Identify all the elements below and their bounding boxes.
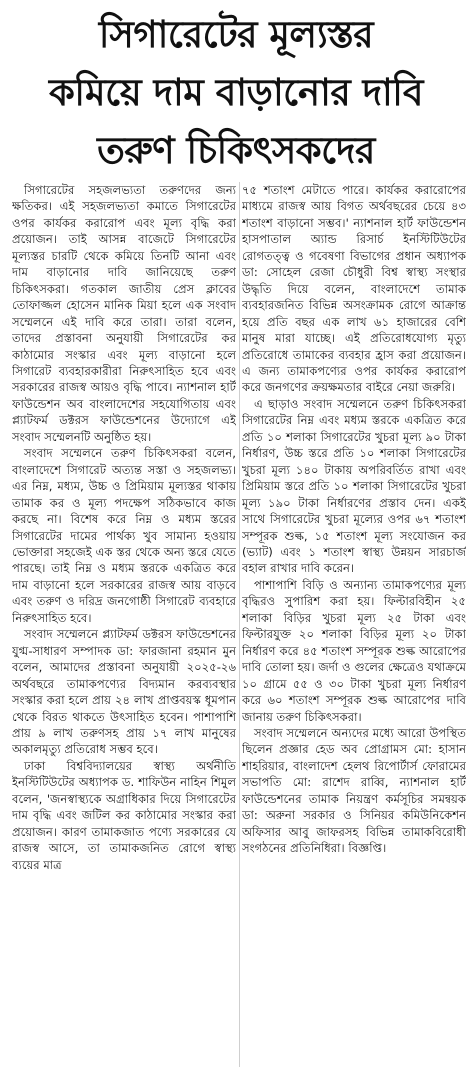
- right-column: [242, 182, 466, 1067]
- headline-line-2: কমিয়ে দাম বাড়ানোর দাবি: [49, 71, 423, 114]
- paragraph: সংবাদ সম্মেলনে অন্যদের মধ্যে আরো উপস্থিত ছিলেন প্রজ্ঞার হেড অব প্রোগ্রামস মো: হাসান শাহরিয়ার, বাংলাদেশ হেলথ রিপোর্টার্স ফোরামের সভাপতি মো: রাশেদ রাব্বি, ন্যাশনাল হার্ট ফাউন্ডেশনের তামাক নিয়ন্ত্রণ কর্মসূচির সমন্বয়ক ডা: অরুনা সরকার ও সিনিয়র কমিউনিকেশন অফিসার আবু জাফরসহ বিভিন্ন তামাকবিরোধী সংগঠনের প্রতিনিধিরা। বিজ্ঞপ্তি।: [242, 725, 466, 856]
- article-body: [12, 182, 466, 1067]
- paragraph: ঢাকা বিশ্ববিদ্যালয়ের স্বাস্থ্য অর্থনীতি ইনস্টিটিউটের অধ্যাপক ড. শাফিউন নাহিন শিমুল বলেন, 'জনস্বাস্থ্যকে অগ্রাধিকার দিয়ে সিগারেটের দাম বৃদ্ধি এবং জটিল কর কাঠামোর সংস্কার করা প্রয়োজন। কারণ তামাকজাত পণ্যে সরকারের যে রাজস্ব আসে, তা তামাকজনিত রোগে স্বাস্থ্য ব্যয়ের মাত্র: [12, 758, 236, 872]
- paragraph: ৭৫ শতাংশ মেটাতে পারে। কার্যকর করারোপের মাধ্যমে রাজস্ব আয় বিগত অর্থবছরের চেয়ে ৪৩ শতাংশ বাড়ানো সম্ভব।' ন্যাশনাল হার্ট ফাউন্ডেশন হাসপাতাল অ্যান্ড রিসার্চ ইনস্টিটিউটের রোগতত্ত্ব ও গবেষণা বিভাগের প্রধান অধ্যাপক ডা: সোহেল রেজা চৌধুরী বিশ্ব স্বাস্থ্য সংস্থার উদ্ধৃতি দিয়ে বলেন, বাংলাদেশে তামাক ব্যবহারজনিত বিভিন্ন অসংক্রামক রোগে আক্রান্ত হয়ে প্রতি বছর এক লাখ ৬১ হাজারের বেশি মানুষ মারা যাচ্ছে। এই প্রতিরোধযোগ্য মৃত্যু প্রতিরোধে তামাকের ব্যবহার হ্রাস করা প্রয়োজন। এ জন্য তামাকপণ্যের ওপর কার্যকর করারোপ করে জনগণের ক্রয়ক্ষমতার বাইরে নেয়া জরুরি।: [242, 183, 466, 395]
- paragraph: এ ছাড়াও সংবাদ সম্মেলনে তরুণ চিকিৎসকরা সিগারেটের নিম্ন এবং মধ্যম স্তরকে একত্রিত করে প্রতি ১০ শলাকা সিগারেটের খুচরা মূল্য ৯০ টাকা নির্ধারণ, উচ্চ স্তরে প্রতি ১০ শলাকা সিগারেটের খুচরা মূল্য ১৪০ টাকায় অপরিবর্তিত রাখা এবং প্রিমিয়াম স্তরে প্রতি ১০ শলাকা সিগারেটের খুচরা মূল্য ১৯০ টাকা নির্ধারণের প্রস্তাব দেন। একই সাথে সিগারেটের খুচরা মূল্যের ওপর ৬৭ শতাংশ সম্পূরক শুল্ক, ১৫ শতাংশ মূল্য সংযোজন কর (ভ্যাট) এবং ১ শতাংশ স্বাস্থ্য উন্নয়ন সারচার্জ বহাল রাখার দাবি করেন।: [242, 396, 466, 576]
- paragraph: সংবাদ সম্মেলনে প্ল্যাটফর্ম ডক্টরস ফাউন্ডেশনের যুগ্ম-সাধারণ সম্পাদক ডা: ফারজানা রহমান মুন বলেন, আমাদের প্রস্তাবনা অনুযায়ী ২০২৫-২৬ অর্থবছরে তামাকপণ্যের বিদ্যমান করব্যবস্থার সংস্কার করা হলে প্রায় ২৪ লাখ প্রাপ্তবয়স্ক ধূমপান থেকে বিরত থাকতে উৎসাহিত হবেন। পাশাপাশি প্রায় ৯ লাখ তরুণসহ প্রায় ১৭ লাখ মানুষের অকালমৃত্যু প্রতিরোধ সম্ভব হবে।: [12, 627, 236, 757]
- headline-line-3: তরুণ চিকিৎসকদের: [97, 129, 375, 172]
- left-column: [12, 182, 236, 1067]
- paragraph: সিগারেটের সহজলভ্যতা তরুণদের জন্য ক্ষতিকর। এই সহজলভ্যতা কমাতে সিগারেটের ওপর কার্যকর করারোপ এবং মূল্য বৃদ্ধি করা প্রয়োজন। তাই আসন্ন বাজেটে সিগারেটের মূল্যস্তর চারটি থেকে কমিয়ে তিনটি আনা এবং দাম বাড়ানোর দাবি জানিয়েছে তরুণ চিকিৎসকরা। গতকাল জাতীয় প্রেস ক্লাবের তোফাজ্জল হোসেন মানিক মিয়া হলে এক সংবাদ সম্মেলনে এই দাবি করে তারা। তারা বলেন, তাদের প্রস্তাবনা অনুযায়ী সিগারেটের কর কাঠামোর সংস্কার এবং মূল্য বাড়ানো হলে সিগারেট ব্যবহারকারীরা নিরুৎসাহিত হবে এবং সরকারের রাজস্ব আয়ও বৃদ্ধি পাবে। ন্যাশনাল হার্ট ফাউন্ডেশন অব বাংলাদেশের সহযোগিতায় এবং প্ল্যাটফর্ম ডক্টরস ফাউন্ডেশনের উদ্যোগে এই সংবাদ সম্মেলনটি অনুষ্ঠিত হয়।: [12, 183, 236, 444]
- paragraph: সংবাদ সম্মেলনে তরুণ চিকিৎসকরা বলেন, বাংলাদেশে সিগারেট অত্যন্ত সস্তা ও সহজলভ্য। এর নিম্ন, মধ্যম, উচ্চ ও প্রিমিয়াম মূল্যস্তর থাকায় তামাক কর ও মূল্য পদক্ষেপ সঠিকভাবে কাজ করছে না। বিশেষ করে নিম্ন ও মধ্যম স্তরের সিগারেটের দামের পার্থক্য খুব সামান্য হওয়ায় ভোক্তারা সহজেই এক স্তর থেকে অন্য স্তরে যেতে পারছে। তাই নিম্ন ও মধ্যম স্তরকে একত্রিত করে দাম বাড়ানো হলে সরকারের রাজস্ব আয় বাড়বে এবং তরুণ ও দরিদ্র জনগোষ্ঠী সিগারেট ব্যবহারে নিরুৎসাহিত হবে।: [12, 446, 236, 625]
- paragraph: পাশাপাশি বিড়ি ও অন্যান্য তামাকপণ্যের মূল্য বৃদ্ধিরও সুপারিশ করা হয়। ফিল্টারবিহীন ২৫ শলাকা বিড়ির খুচরা মূল্য ২৫ টাকা এবং ফিল্টারযুক্ত ২০ শলাকা বিড়ির মূল্য ২০ টাকা নির্ধারণ করে ৪৫ শতাংশ সম্পূরক শুল্ক আরোপের দাবি তোলা হয়। জর্দা ও গুলের ক্ষেত্রেও যথাক্রমে ১০ গ্রামে ৫৫ ও ৩০ টাকা খুচরা মূল্য নির্ধারণ করে ৬০ শতাংশ সম্পূরক শুল্ক আরোপের দাবি জানায় তরুণ চিকিৎসকরা।: [242, 577, 466, 724]
- headline: [0, 6, 472, 180]
- column-divider: [239, 182, 240, 1067]
- headline-line-1: সিগারেটের মূল্যস্তর: [98, 13, 374, 56]
